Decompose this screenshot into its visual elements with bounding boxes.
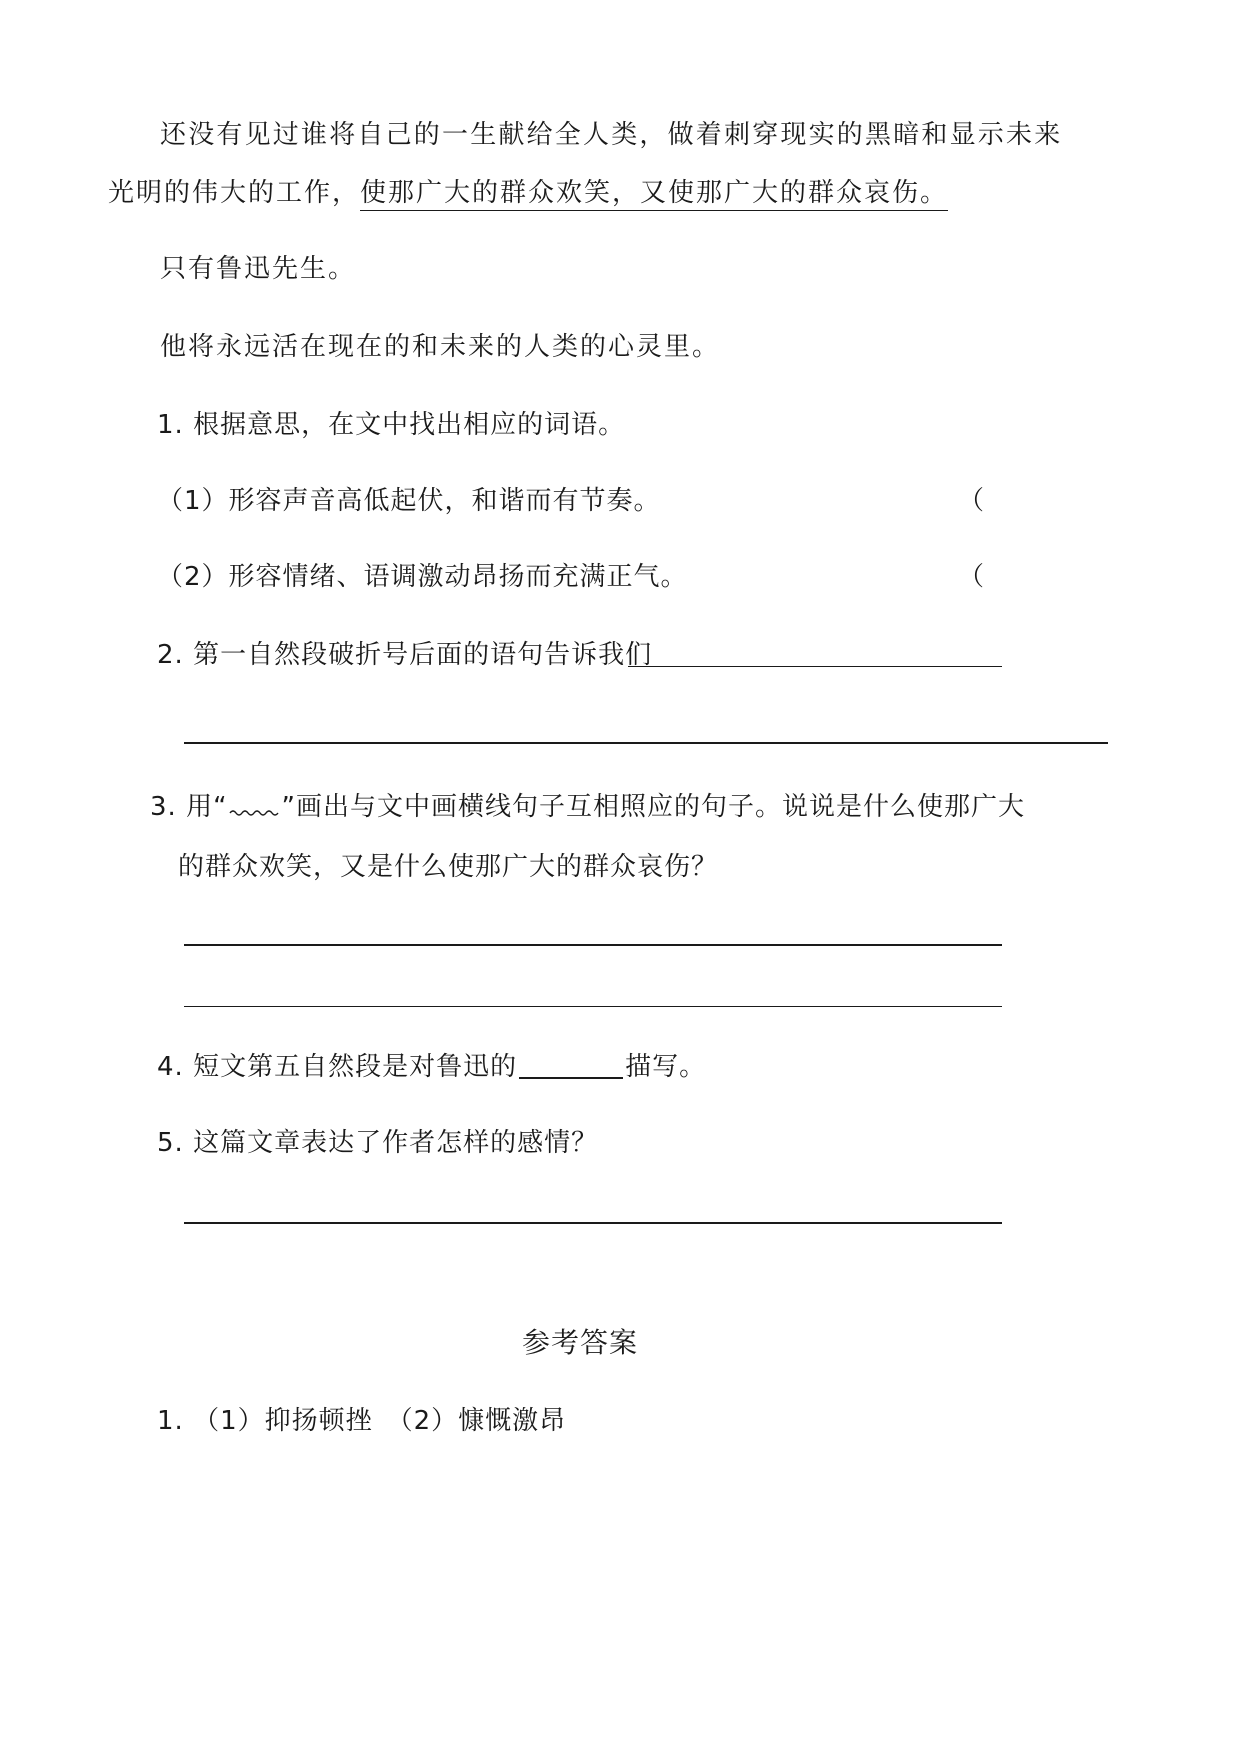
answers-heading: 参考答案 xyxy=(522,1326,639,1359)
question-3-text: ”画出与文中画横线句子互相照应的句子。说说是什么使那广大 xyxy=(281,792,1026,822)
question-4-prefix: 4. 短文第五自然段是对鲁迅的 xyxy=(157,1052,518,1082)
question-3-answer-line-2 xyxy=(184,1006,1002,1007)
question-1-item-1: （1）形容声音高低起伏，和谐而有节奏。 xyxy=(157,486,661,516)
question-3-answer-line-1 xyxy=(184,944,1002,946)
question-4 xyxy=(157,1050,706,1084)
wavy-underline-mark xyxy=(228,801,282,821)
question-5-answer-line xyxy=(184,1222,1002,1224)
question-3-line-2: 的群众欢笑，又是什么使那广大的群众哀伤？ xyxy=(178,852,719,882)
question-1-item-1-answer-paren: （ xyxy=(958,486,986,516)
answer-1: 1. （1）抑扬顿挫 （2）慷慨激昂 xyxy=(157,1406,567,1436)
question-2: 2. 第一自然段破折号后面的语句告诉我们 xyxy=(157,640,653,670)
question-1-item-2-answer-paren: （ xyxy=(958,562,986,592)
underlined-sentence: 使那广大的群众欢笑，又使那广大的群众哀伤。 xyxy=(360,178,948,211)
passage-paragraph-3: 他将永远活在现在的和未来的人类的心灵里。 xyxy=(160,332,721,362)
question-3 xyxy=(150,790,1025,824)
question-2-answer-line-1 xyxy=(628,666,1002,667)
question-3-prefix: 3. 用“ xyxy=(150,792,228,822)
question-1: 1. 根据意思，在文中找出相应的词语。 xyxy=(157,410,626,440)
passage-line-2 xyxy=(108,176,948,210)
passage-paragraph-2: 只有鲁迅先生。 xyxy=(160,254,357,284)
passage-line-2-start: 光明的伟大的工作， xyxy=(108,178,361,208)
question-1-item-2: （2）形容情绪、语调激动昂扬而充满正气。 xyxy=(157,562,688,592)
question-5: 5. 这篇文章表达了作者怎样的感情？ xyxy=(157,1128,599,1158)
passage-line-1: 还没有见过谁将自己的一生献给全人类，做着刺穿现实的黑暗和显示未来 xyxy=(160,120,1063,150)
question-4-blank xyxy=(519,1051,623,1079)
question-2-answer-line-2 xyxy=(184,742,1108,744)
question-4-suffix: 描写。 xyxy=(625,1052,707,1082)
